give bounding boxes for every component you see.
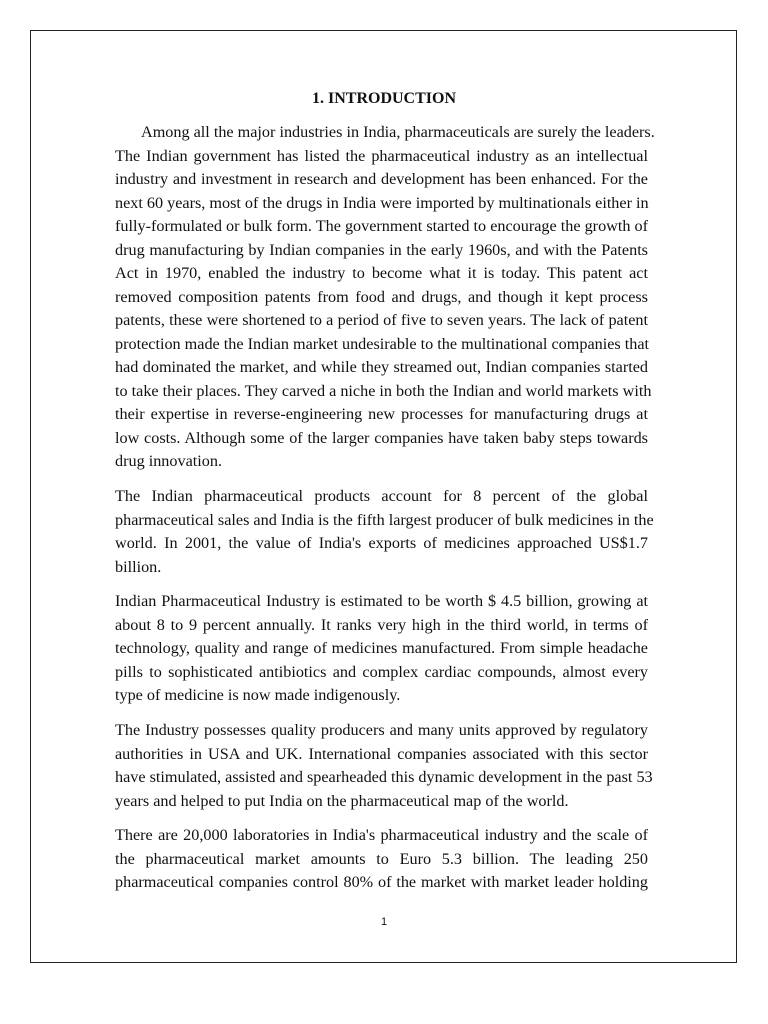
text-line: world. In 2001, the value of India's exports of medicines approached US$1.7 xyxy=(115,534,648,552)
page-number: 1 xyxy=(380,916,388,928)
text-line: Indian Pharmaceutical Industry is estimated to be worth $ 4.5 billion, growing at xyxy=(115,592,648,610)
text-line: drug innovation. xyxy=(115,452,223,470)
text-line: have stimulated, assisted and spearheaded this dynamic development in the past 53 xyxy=(115,768,653,786)
paragraph-5 xyxy=(115,824,648,895)
text-line: fully-formulated or bulk form. The government started to encourage the growth of xyxy=(115,217,648,235)
text-line: The Industry possesses quality producers and many units approved by regulatory xyxy=(115,721,648,739)
text-line: There are 20,000 laboratories in India's pharmaceutical industry and the scale of xyxy=(115,826,648,844)
text-line: billion. xyxy=(115,557,162,576)
text-line: technology, quality and range of medicines manufactured. From simple headache xyxy=(115,639,648,657)
text-line: years and helped to put India on the pharmaceutical map of the world. xyxy=(115,791,569,810)
text-line: Among all the major industries in India, pharmaceuticals are surely the leaders. xyxy=(141,123,655,141)
text-line: to take their places. They carved a niche in both the Indian and world markets with xyxy=(115,381,652,400)
text-line: pills to sophisticated antibiotics and complex cardiac compounds, almost every xyxy=(115,662,648,681)
paragraph-2 xyxy=(115,485,654,579)
paragraph-3 xyxy=(115,590,648,708)
text-line: industry and investment in research and development has been enhanced. For the xyxy=(115,170,648,188)
text-line: the pharmaceutical market amounts to Euro 5.3 billion. The leading 250 xyxy=(115,849,648,868)
text-line: type of medicine is now made indigenously. xyxy=(115,686,401,704)
text-line: The Indian government has listed the pharmaceutical industry as an intellectual xyxy=(115,146,648,165)
text-line: pharmaceutical companies control 80% of the market with market leader holding xyxy=(115,873,648,891)
text-line: about 8 to 9 percent annually. It ranks very high in the third world, in terms of xyxy=(115,615,648,634)
text-line: pharmaceutical sales and India is the fifth largest producer of bulk medicines in the xyxy=(115,510,654,529)
text-line: The Indian pharmaceutical products account for 8 percent of the global xyxy=(115,487,648,505)
paragraph-1 xyxy=(115,121,655,474)
text-line: authorities in USA and UK. International companies associated with this sector xyxy=(115,744,648,763)
text-line: next 60 years, most of the drugs in India were imported by multinationals either in xyxy=(115,193,649,212)
section-heading: 1. INTRODUCTION xyxy=(311,90,456,107)
text-line: had dominated the market, and while they streamed out, Indian companies started xyxy=(115,358,648,376)
text-line: low costs. Although some of the larger companies have taken baby steps towards xyxy=(115,428,648,447)
text-line: patents, these were shortened to a period of five to seven years. The lack of patent xyxy=(115,311,648,329)
paragraph-4 xyxy=(115,719,653,813)
text-line: their expertise in reverse-engineering new processes for manufacturing drugs at xyxy=(115,405,648,423)
text-line: removed composition patents from food and drugs, and though it kept process xyxy=(115,287,648,306)
text-line: drug manufacturing by Indian companies in the early 1960s, and with the Patents xyxy=(115,240,648,259)
text-line: Act in 1970, enabled the industry to become what it is today. This patent act xyxy=(115,264,648,282)
text-line: protection made the Indian market undesirable to the multinational companies that xyxy=(115,334,650,353)
